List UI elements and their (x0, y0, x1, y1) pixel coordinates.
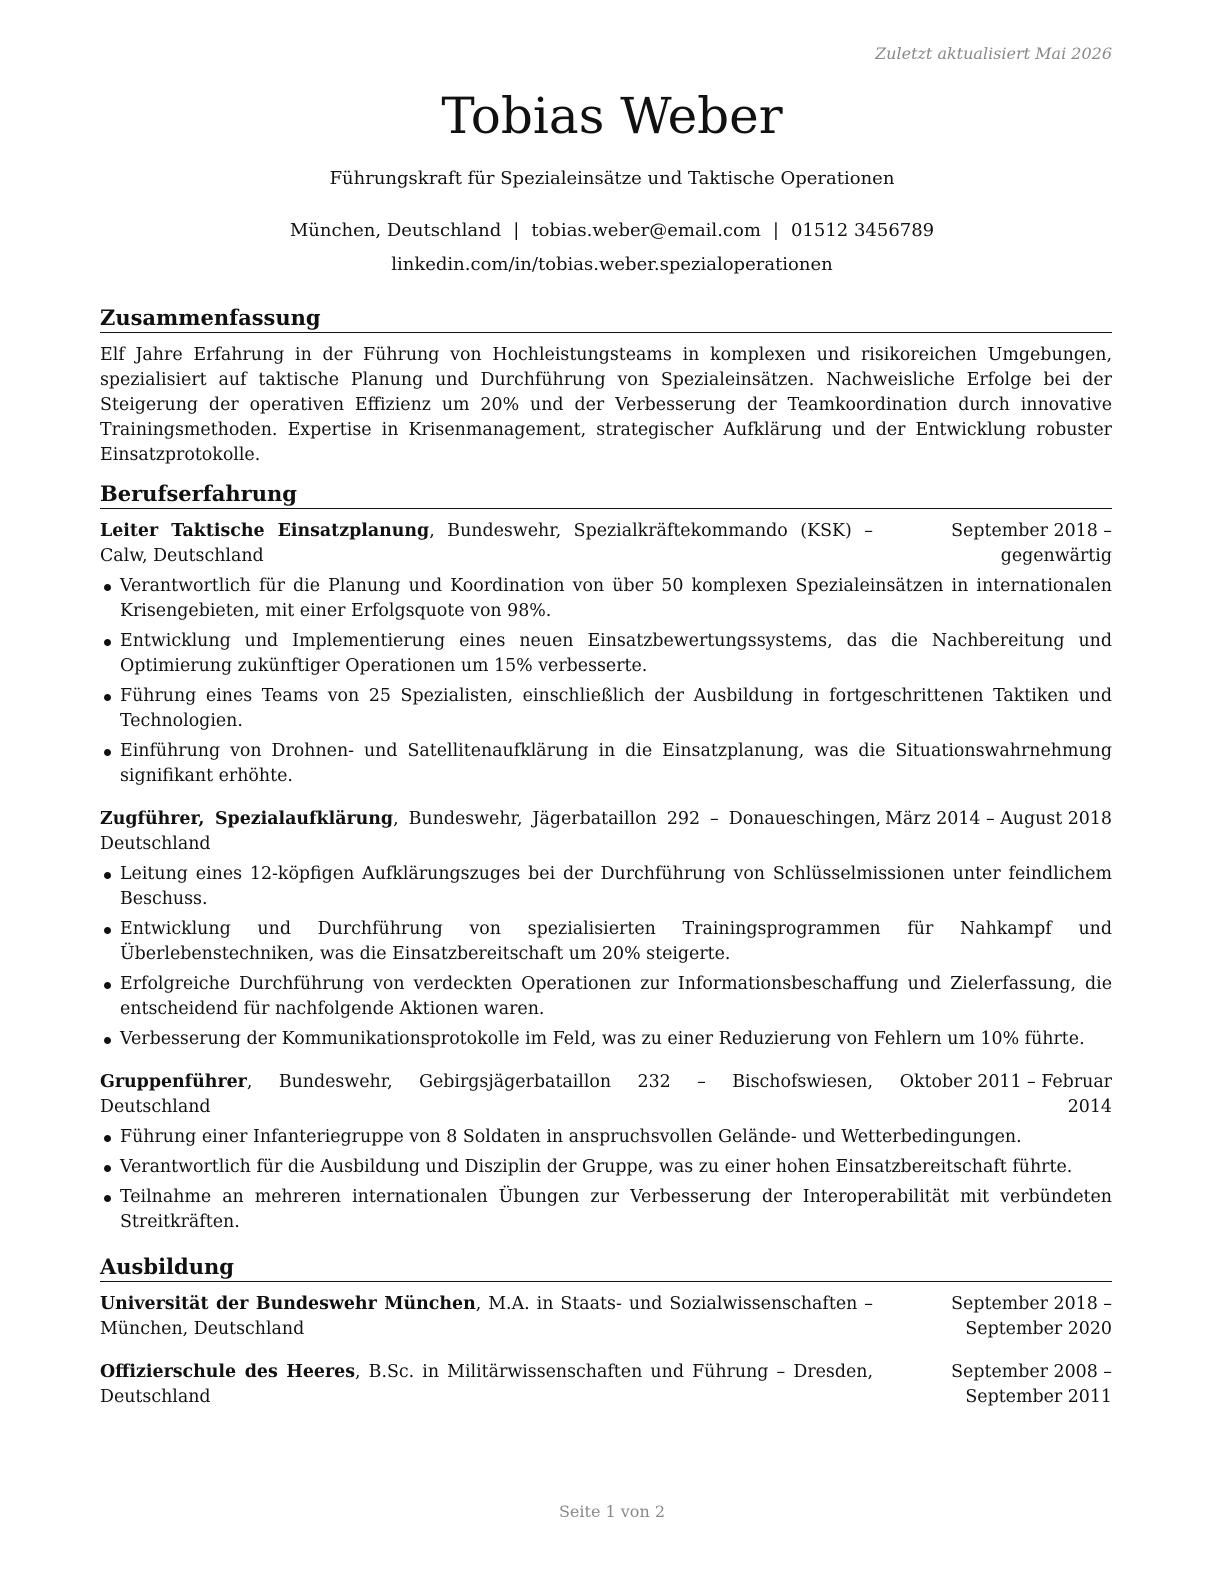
bullet-item: Verantwortlich für die Planung und Koordination von über 50 komplexen Spezialeinsätzen in internationalen Krisengebieten, mit einer Erfolgsquote von 98%. (100, 574, 1112, 624)
job-organization: , Bundeswehr, Spezialkräftekommando (KSK) – Calw, Deutschland (100, 521, 873, 566)
bullet-item: Einführung von Drohnen- und Satellitenaufklärung in die Einsatzplanung, was die Situationswahrnehmung signifikant erhöhte. (100, 739, 1112, 789)
contact-phone[interactable]: 01512 3456789 (790, 220, 935, 241)
job-organization: , Bundeswehr, Gebirgsjägerbataillon 232 – Bischofswiesen, Deutschland (100, 1072, 873, 1117)
job-dates: Oktober 2011 – Februar 2014 (899, 1072, 1112, 1117)
bullet-item: Entwicklung und Implementierung eines neuen Einsatzbewertungssystems, das die Nachbereitung und Optimierung zukünftiger Operationen um 15% verbesserte. (100, 629, 1112, 679)
education-description (100, 1292, 873, 1342)
bullet-item: Verantwortlich für die Ausbildung und Disziplin der Gruppe, was zu einer hohen Einsatzbereitschaft führte. (100, 1155, 1112, 1180)
job-description (100, 807, 881, 857)
education-header (100, 1292, 1112, 1342)
job-dates: September 2018 – gegenwärtig (951, 521, 1112, 566)
candidate-name: Tobias Weber (441, 87, 783, 145)
education-dates: September 2008 – September 2011 (951, 1362, 1112, 1407)
bullet-item: Verbesserung der Kommunikationsprotokolle im Feld, was zu einer Reduzierung von Fehlern um 10% führte. (100, 1027, 1112, 1052)
education-section (100, 1253, 1112, 1410)
job-bullets (100, 1125, 1112, 1235)
job-description (100, 1070, 873, 1120)
experience-section (100, 480, 1112, 1235)
education-entry (100, 1360, 1112, 1410)
bullet-item: Teilnahme an mehreren internationalen Übungen zur Verbesserung der Interoperabilität mit verbündeten Streitkräften. (100, 1185, 1112, 1235)
summary-text: Elf Jahre Erfahrung in der Führung von Hochleistungsteams in komplexen und risikoreichen Umgebungen, spezialisiert auf taktische Planung und Durchführung von Spezialeinsätzen. Nachweisliche Erfolge bei der Steigerung der operativen Effizienz um 20% und der Verbesserung der Teamkoordination durch innovative Trainingsmethoden. Expertise in Krisenmanagement, strategischer Aufklärung und der Entwicklung robuster Einsatzprotokolle. (100, 345, 1112, 465)
bullet-item: Erfolgreiche Durchführung von verdeckten Operationen zur Informationsbeschaffung und Zielerfassung, die entscheidend für nachfolgende Aktionen waren. (100, 972, 1112, 1022)
job-entry (100, 807, 1112, 1052)
job-dates: März 2014 – August 2018 (885, 809, 1112, 829)
education-dates: September 2018 – September 2020 (951, 1294, 1112, 1339)
job-organization: , Bundeswehr, Jägerbataillon 292 – Donaueschingen, Deutschland (100, 809, 882, 854)
contact-location: München, Deutschland (289, 220, 502, 241)
education-school: Offizierschule des Heeres (100, 1362, 355, 1382)
contact-line (0, 220, 1224, 241)
job-role: Leiter Taktische Einsatzplanung (100, 521, 430, 541)
job-entry (100, 1070, 1112, 1235)
job-entry (100, 519, 1112, 789)
education-school: Universität der Bundeswehr München (100, 1294, 476, 1314)
education-detail: , M.A. in Staats- und Sozialwissenschaften – München, Deutschland (100, 1294, 873, 1339)
contact-separator: | (513, 220, 520, 241)
summary-section (100, 304, 1112, 468)
job-header (100, 519, 1112, 569)
job-header (100, 1070, 1112, 1120)
job-role: Gruppenführer (100, 1072, 247, 1092)
candidate-title: Führungskraft für Spezialeinsätze und Taktische Operationen (329, 168, 895, 189)
job-bullets (100, 862, 1112, 1052)
education-header (100, 1360, 1112, 1410)
bullet-item: Führung einer Infanteriegruppe von 8 Soldaten in anspruchsvollen Gelände- und Wetterbedingungen. (100, 1125, 1112, 1150)
bullet-item: Führung eines Teams von 25 Spezialisten, einschließlich der Ausbildung in fortgeschrittenen Taktiken und Technologien. (100, 684, 1112, 734)
contact-linkedin[interactable]: linkedin.com/in/tobias.weber.spezialoperationen (391, 254, 833, 275)
education-detail: , B.Sc. in Militärwissenschaften und Führung – Dresden, Deutschland (100, 1362, 873, 1407)
bullet-item: Entwicklung und Durchführung von spezialisierten Trainingsprogrammen für Nahkampf und Überlebenstechniken, was die Einsatzbereitschaft um 20% steigerte. (100, 917, 1112, 967)
bullet-item: Leitung eines 12-köpfigen Aufklärungszuges bei der Durchführung von Schlüsselmissionen unter feindlichem Beschuss. (100, 862, 1112, 912)
contact-email[interactable]: tobias.weber@email.com (531, 220, 761, 241)
job-bullets (100, 574, 1112, 789)
page-number: Seite 1 von 2 (558, 1502, 666, 1521)
section-heading-experience: Berufserfahrung (100, 480, 1112, 509)
education-entry (100, 1292, 1112, 1342)
resume-content (100, 304, 1112, 1428)
job-description (100, 519, 873, 569)
contact-separator: | (772, 220, 779, 241)
last-updated: Zuletzt aktualisiert Mai 2026 (875, 44, 1112, 63)
education-description (100, 1360, 873, 1410)
section-heading-education: Ausbildung (100, 1253, 1112, 1282)
section-heading-summary: Zusammenfassung (100, 304, 1112, 333)
job-header (100, 807, 1112, 857)
job-role: Zugführer, Spezialaufklärung (100, 809, 394, 829)
